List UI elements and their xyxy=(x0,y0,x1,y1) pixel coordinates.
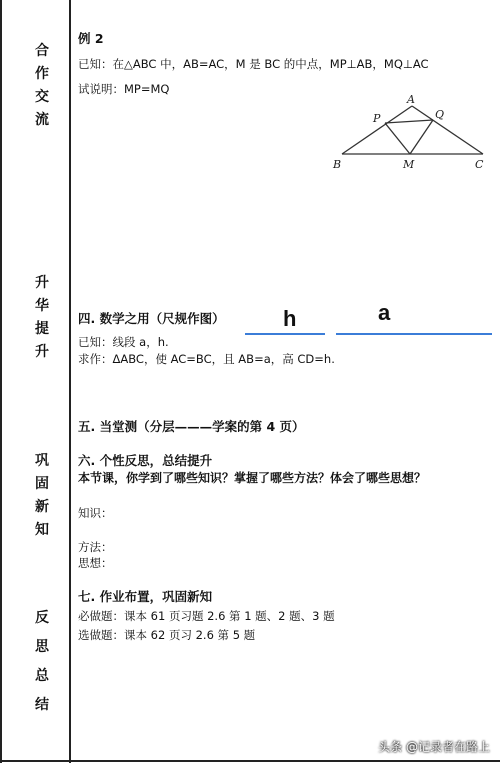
section7-title: 七. 作业布置，巩固新知 xyxy=(78,589,213,604)
section4-task: 求作：ΔABC，使 AC=BC，且 AB=a，高 CD=h. xyxy=(78,352,335,366)
section7-required: 必做题：课本 61 页习题 2.6 第 1 题、2 题、3 题 xyxy=(78,609,335,623)
watermark: 头条 @记录者在路上 xyxy=(378,740,490,754)
section7-optional: 选做题：课本 62 页习 2.6 第 5 题 xyxy=(78,628,256,642)
segment-mq xyxy=(410,120,433,154)
segment-mp xyxy=(385,123,410,154)
section6-question: 本节课，你学到了哪些知识？掌握了哪些方法？体会了哪些思想？ xyxy=(78,471,427,485)
example-given: 已知：在△ABC 中，AB=AC，M 是 BC 的中点，MP⊥AB，MQ⊥AC xyxy=(78,57,429,71)
section6-knowledge: 知识： xyxy=(78,506,113,520)
segment-pq xyxy=(385,120,433,123)
section4-given: 已知：线段 a，h. xyxy=(78,335,169,349)
label-q: Q xyxy=(435,108,445,121)
label-c: C xyxy=(475,158,484,171)
side-label-improve: 升 华 提 升 xyxy=(35,275,49,360)
segment-h-line xyxy=(245,333,325,335)
section5-title: 五. 当堂测（分层———学案的第 4 页） xyxy=(78,419,305,434)
section6-title: 六. 个性反思，总结提升 xyxy=(78,453,213,468)
segment-h-label: h xyxy=(283,306,297,331)
column-divider xyxy=(69,0,71,763)
label-p: P xyxy=(373,112,381,125)
side-label-consolidate: 巩 固 新 知 xyxy=(35,453,49,538)
section4-title: 四. 数学之用（尺规作图） xyxy=(78,311,225,326)
section6-thought: 思想： xyxy=(78,556,113,570)
bottom-border xyxy=(0,760,500,762)
segment-a-label: a xyxy=(378,300,391,325)
example-title: 例 2 xyxy=(78,31,104,46)
example-prove: 试说明：MP=MQ xyxy=(78,82,170,96)
label-a: A xyxy=(407,93,415,106)
left-border xyxy=(0,0,2,763)
section6-method: 方法： xyxy=(78,540,113,554)
side-label-reflect: 反 思 总 结 xyxy=(35,610,49,713)
label-b: B xyxy=(333,158,342,171)
side-label-cooperate: 合 作 交 流 xyxy=(35,43,49,128)
segment-a-line xyxy=(336,333,492,335)
side-ac xyxy=(412,106,483,154)
triangle-figure xyxy=(325,92,495,174)
label-m: M xyxy=(403,158,415,171)
